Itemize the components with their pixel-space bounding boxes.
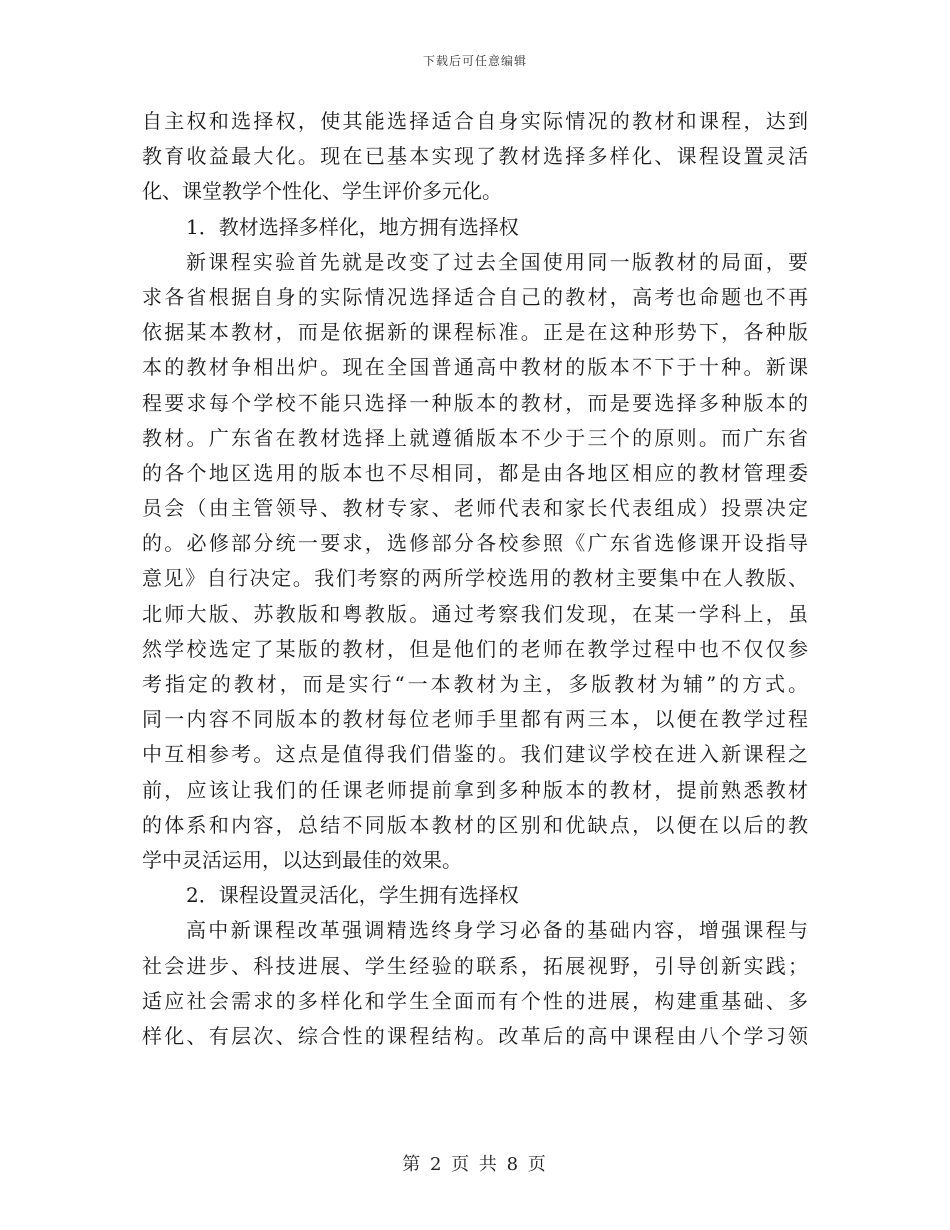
text-line: 本的教材争相出炉。现在全国普通高中教材的版本不下于十种。新课 [142, 355, 808, 380]
text-line: 意见》自行决定。我们考察的两所学校选用的教材主要集中在人教版、 [142, 566, 808, 591]
text-line: 前，应该让我们的任课老师提前拿到多种版本的教材，提前熟悉教材 [142, 777, 808, 802]
text-line: 的各个地区选用的版本也不尽相同，都是由各地区相应的教材管理委 [142, 460, 808, 485]
text-line: 1．教材选择多样化，地方拥有选择权 [186, 214, 519, 239]
text-line: 中互相参考。这点是值得我们借鉴的。我们建议学校在进入新课程之 [142, 742, 808, 767]
text-line: 2．课程设置灵活化，学生拥有选择权 [186, 883, 519, 908]
text-line: 样化、有层次、综合性的课程结构。改革后的高中课程由八个学习领 [142, 1023, 808, 1048]
text-line: 同一内容不同版本的教材每位老师手里都有两三本，以便在教学过程 [142, 707, 808, 732]
text-line: 程要求每个学校不能只选择一种版本的教材，而是要选择多种版本的 [142, 390, 808, 415]
text-line: 学中灵活运用，以达到最佳的效果。 [142, 847, 462, 872]
page-number: 第 2 页 共 8 页 [402, 1154, 548, 1175]
page-header: 下载后可任意编辑 [422, 54, 527, 68]
text-line: 教育收益最大化。现在已基本实现了教材选择多样化、课程设置灵活 [142, 144, 808, 169]
text-line: 社会进步、科技进展、学生经验的联系，拓展视野，引导创新实践； [142, 953, 808, 978]
text-line: 新课程实验首先就是改变了过去全国使用同一版教材的局面，要 [186, 249, 808, 274]
text-line: 的。必修部分统一要求，选修部分各校参照《广东省选修课开设指导 [142, 531, 808, 556]
text-line: 依据某本教材，而是依据新的课程标准。正是在这种形势下，各种版 [142, 320, 808, 345]
text-line: 然学校选定了某版的教材，但是他们的老师在教学过程中也不仅仅参 [142, 636, 808, 661]
text-line: 的体系和内容，总结不同版本教材的区别和优缺点，以便在以后的教 [142, 812, 808, 837]
text-line: 考指定的教材，而是实行“一本教材为主，多版教材为辅”的方式。 [142, 672, 808, 696]
text-line: 北师大版、苏教版和粤教版。通过考察我们发现，在某一学科上，虽 [142, 601, 808, 626]
text-line: 员会（由主管领导、教材专家、老师代表和家长代表组成）投票决定 [142, 496, 808, 521]
text-line: 高中新课程改革强调精选终身学习必备的基础内容，增强课程与 [186, 918, 808, 943]
text-line: 教材。广东省在教材选择上就遵循版本不少于三个的原则。而广东省 [142, 425, 808, 450]
text-line: 求各省根据自身的实际情况选择适合自己的教材，高考也命题也不再 [142, 284, 808, 309]
text-line: 自主权和选择权，使其能选择适合自身实际情况的教材和课程，达到 [142, 109, 808, 133]
document-body [142, 104, 808, 1054]
text-line: 适应社会需求的多样化和学生全面而有个性的进展，构建重基础、多 [142, 988, 808, 1013]
text-line: 化、课堂教学个性化、学生评价多元化。 [142, 179, 502, 204]
